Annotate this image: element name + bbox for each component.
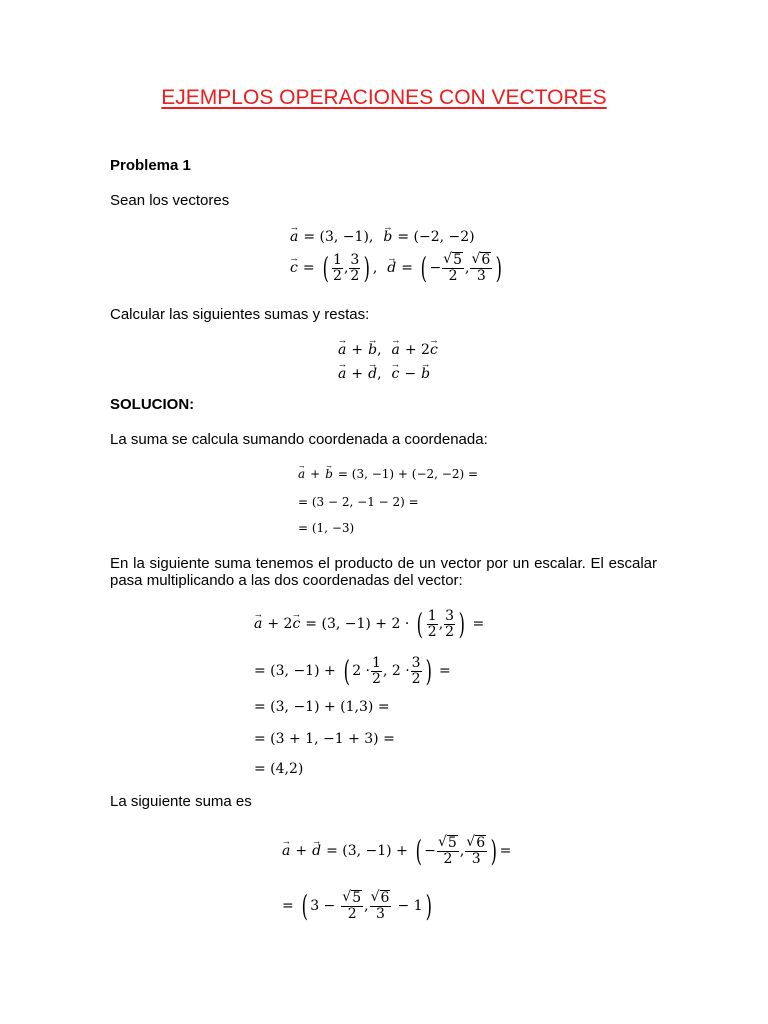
vector-b: → b [421, 366, 430, 382]
fraction: $\frac{1}{2}$ [372, 654, 381, 687]
sum-a2c-line-4: = (3 + 1, −1 + 3) = [254, 731, 395, 747]
equals-sign: = [499, 843, 512, 859]
equals-sign: = [302, 260, 315, 276]
fraction: √ 6 3 [471, 251, 491, 284]
vector-d: → d [312, 843, 321, 859]
page-title: EJEMPLOS OPERACIONES CON VECTORES [161, 86, 607, 109]
operations-row-2: → a + → d , → c − → b [338, 364, 430, 384]
equation-text: = (3, −1) + [254, 663, 336, 679]
minus-sign: − [424, 843, 436, 859]
scalar-explanation: En la siguiente suma tenemos el producto de un vector por un escalar. El escalar pasa multiplicando a las dos coordenadas del vector: [110, 555, 657, 589]
sum-a2c-line-5: = (4,2) [254, 761, 304, 777]
solution-heading: SOLUCION: [110, 396, 195, 413]
sum-ad-line-1: → a + → d = (3, −1) + ( − √ 5 2 , √ 6 3 ) = [282, 830, 511, 872]
fraction: $\frac{1}{2}$ [427, 607, 437, 640]
minus-sign: − [429, 260, 442, 276]
vector-a: → a [338, 366, 346, 382]
fraction: $\frac{3}{2}$ [411, 654, 421, 687]
vector-b-value: = (−2, −2) [397, 229, 475, 245]
fraction: $\frac{3}{2}$ [350, 251, 360, 284]
vector-b: → b [383, 229, 392, 245]
problem-heading: Problema 1 [110, 157, 191, 174]
vector-c: → c [430, 342, 438, 358]
sum-ad-line-2: = ( 3 − √ 5 2 , √ 6 3 − 1 ) [282, 888, 432, 923]
operator: + [351, 366, 364, 382]
sum-a2c-line-2: = (3, −1) + ( 2 · $\frac{1}{2}$ , 2 · $\frac{3}{2}$ ) = [254, 653, 451, 688]
equation-text: = (3, −1) + [326, 843, 408, 859]
sum-ab-line-2: = (3 − 2, −1 − 2) = [298, 495, 419, 509]
vector-a-value: = (3, −1), [303, 229, 374, 245]
sum-ab-line-3: = (1, −3) [298, 521, 355, 535]
sum-a2c-line-1: → a + 2 → c = (3, −1) + 2 · ( $\frac{1}{2}$ , $\frac{3}{2}$ ) = [254, 604, 484, 644]
fraction: √ 6 3 [370, 889, 390, 922]
vector-a: → a [392, 342, 400, 358]
equation-text: = (3, −1) + 2 · [305, 616, 410, 632]
sum-ab-line-1 [298, 464, 478, 484]
fraction: √ 6 3 [466, 834, 486, 867]
equation-text: = (3, −1) + (−2, −2) = [337, 467, 479, 481]
sum-a2c-line-3: = (3, −1) + (1,3) = [254, 699, 390, 715]
operator: + [295, 843, 308, 859]
vector-b: → b [325, 467, 333, 481]
vector-definitions-cd: → c = ( $\frac{1}{2}$ , $\frac{3}{2}$ ) , → d = ( − √ 5 2 , √ 6 3 ) [290, 248, 505, 288]
equals-sign: = [282, 898, 294, 914]
equals-sign: = [439, 663, 451, 679]
next-sum-intro: La siguiente suma es [110, 793, 252, 810]
operations-row-1: → a + → b , → a + 2 → c [338, 340, 438, 360]
vector-a: → a [254, 616, 262, 632]
operator: + 2 [404, 342, 430, 358]
operator: + 2 [267, 616, 293, 632]
vector-c: → c [290, 260, 298, 276]
equation-text: 3 − [310, 898, 336, 914]
vector-d: → d [387, 260, 396, 276]
operator: − [404, 366, 417, 382]
fraction: √ 5 2 [342, 889, 362, 922]
fraction: √ 5 2 [443, 251, 463, 284]
vector-c: → c [392, 366, 400, 382]
operator: + [351, 342, 364, 358]
vector-a: → a [282, 843, 290, 859]
intro-text: Sean los vectores [110, 192, 230, 209]
vector-c: → c [292, 616, 300, 632]
calc-prompt: Calcular las siguientes sumas y restas: [110, 306, 370, 323]
equals-sign: = [472, 616, 485, 632]
vector-a: → a [338, 342, 346, 358]
equation-text: − 1 [397, 898, 423, 914]
fraction: $\frac{1}{2}$ [333, 251, 342, 284]
sum-explanation: La suma se calcula sumando coordenada a coordenada: [110, 431, 488, 448]
vector-b: → b [368, 342, 377, 358]
vector-a: → a [298, 467, 305, 481]
vector-d: → d [368, 366, 377, 382]
vector-a: → a [290, 229, 298, 245]
fraction: $\frac{3}{2}$ [445, 607, 455, 640]
equals-sign: = [401, 260, 413, 276]
vector-definitions-ab [290, 226, 475, 248]
fraction: √ 5 2 [438, 834, 457, 867]
operator: + [310, 467, 321, 481]
